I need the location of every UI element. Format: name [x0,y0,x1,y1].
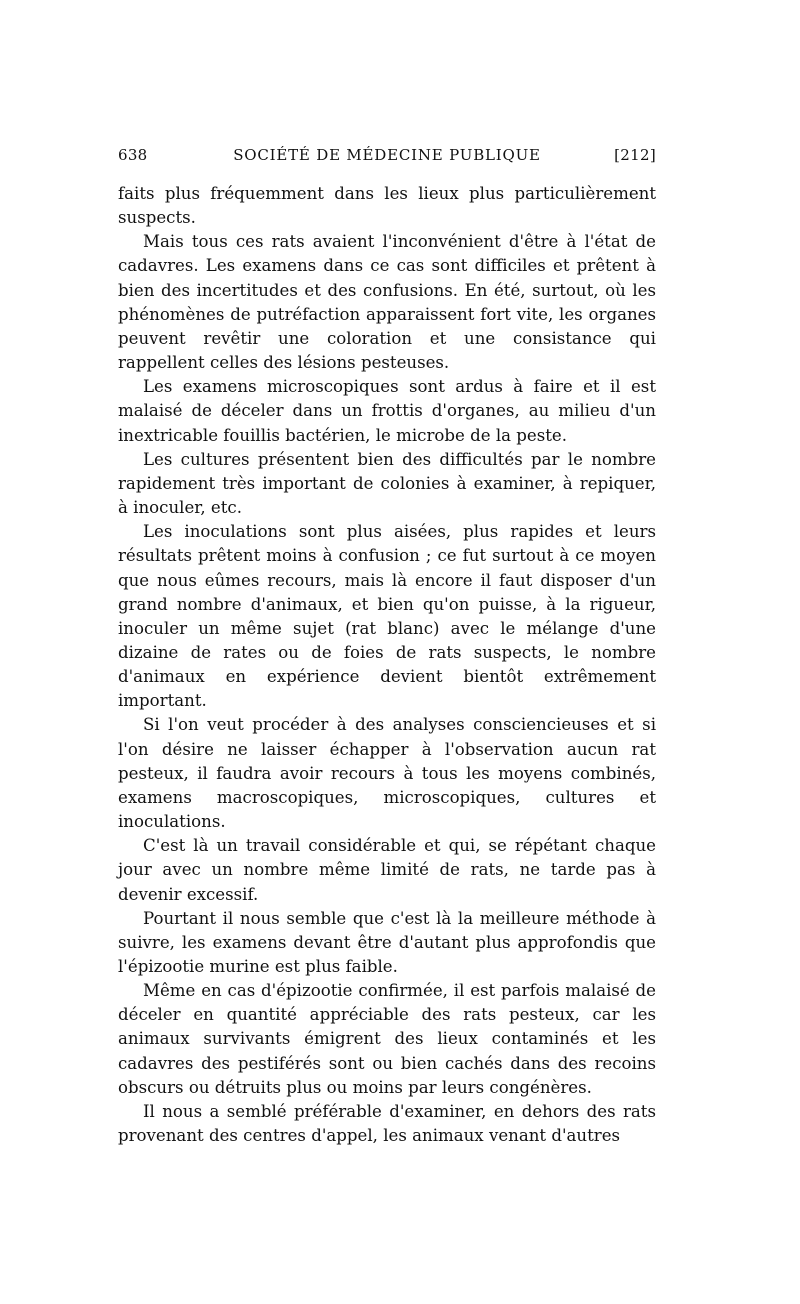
page-number: 638 [118,146,148,164]
paragraph: Les cultures présentent bien des difficultés par le nombre rapidement très important de colonies à examiner, à repiquer, à inoculer, etc. [118,449,656,518]
paragraph: Les inoculations sont plus aisées, plus rapides et leurs résultats prêtent moins à confusion ; ce fut surtout à ce moyen que nous eûmes recours, mais là encore il faut disposer d'un grand nombre d'animaux, et bien qu'on puisse, à la rigueur, inoculer un même sujet (rat blanc) avec le mélange d'une dizaine de rates ou de foies de rats suspects, le nombre d'animaux en expérience devient bientôt extrêmement important. [118,522,656,711]
page-header [118,142,656,172]
running-title: SOCIÉTÉ DE MÉDECINE PUBLIQUE [233,146,541,164]
paragraph: Les examens microscopiques sont ardus à faire et il est malaisé de déceler dans un frottis d'organes, au milieu d'un inextricable fouillis bactérien, le microbe de la peste. [118,377,656,445]
paragraph: Pourtant il nous semble que c'est là la meilleure méthode à suivre, les examens devant être d'autant plus approfondis que l'épizootie murine est plus faible. [118,908,656,976]
paragraph: Il nous a semblé préférable d'examiner, en dehors des rats provenant des centres d'appel, les animaux venant d'autres [118,1101,656,1146]
paragraph: C'est là un travail considérable et qui, se répétant chaque jour avec un nombre même limité de rats, ne tarde pas à devenir excessif. [118,836,656,904]
paragraph: Même en cas d'épizootie confirmée, il est parfois malaisé de déceler en quantité appréciable des rats pesteux, car les animaux survivants émigrent des lieux contaminés et les cadavres des pestiférés sont ou bien cachés dans des recoins obscurs ou détruits plus ou moins par leurs congénères. [118,981,656,1097]
paragraph: Mais tous ces rats avaient l'inconvénient d'être à l'état de cadavres. Les examens dans ce cas sont difficiles et prêtent à bien des incertitudes et des confusions. En été, surtout, où les phénomènes de putréfaction apparaissent fort vite, les organes peuvent revêtir une coloration et une consistance qui rappellent celles des lésions pesteuses. [118,232,656,373]
paragraph: Si l'on veut procéder à des analyses consciencieuses et si l'on désire ne laisser échapper à l'observation aucun rat pesteux, il faudra avoir recours à tous les moyens combinés, examens macroscopiques, microscopiques, cultures et inoculations. [118,715,656,832]
page-reference: [212] [614,146,656,164]
book-page [118,142,656,1148]
page-body [118,182,656,1148]
paragraph: faits plus fréquemment dans les lieux plus particulièrement suspects. [118,184,656,228]
